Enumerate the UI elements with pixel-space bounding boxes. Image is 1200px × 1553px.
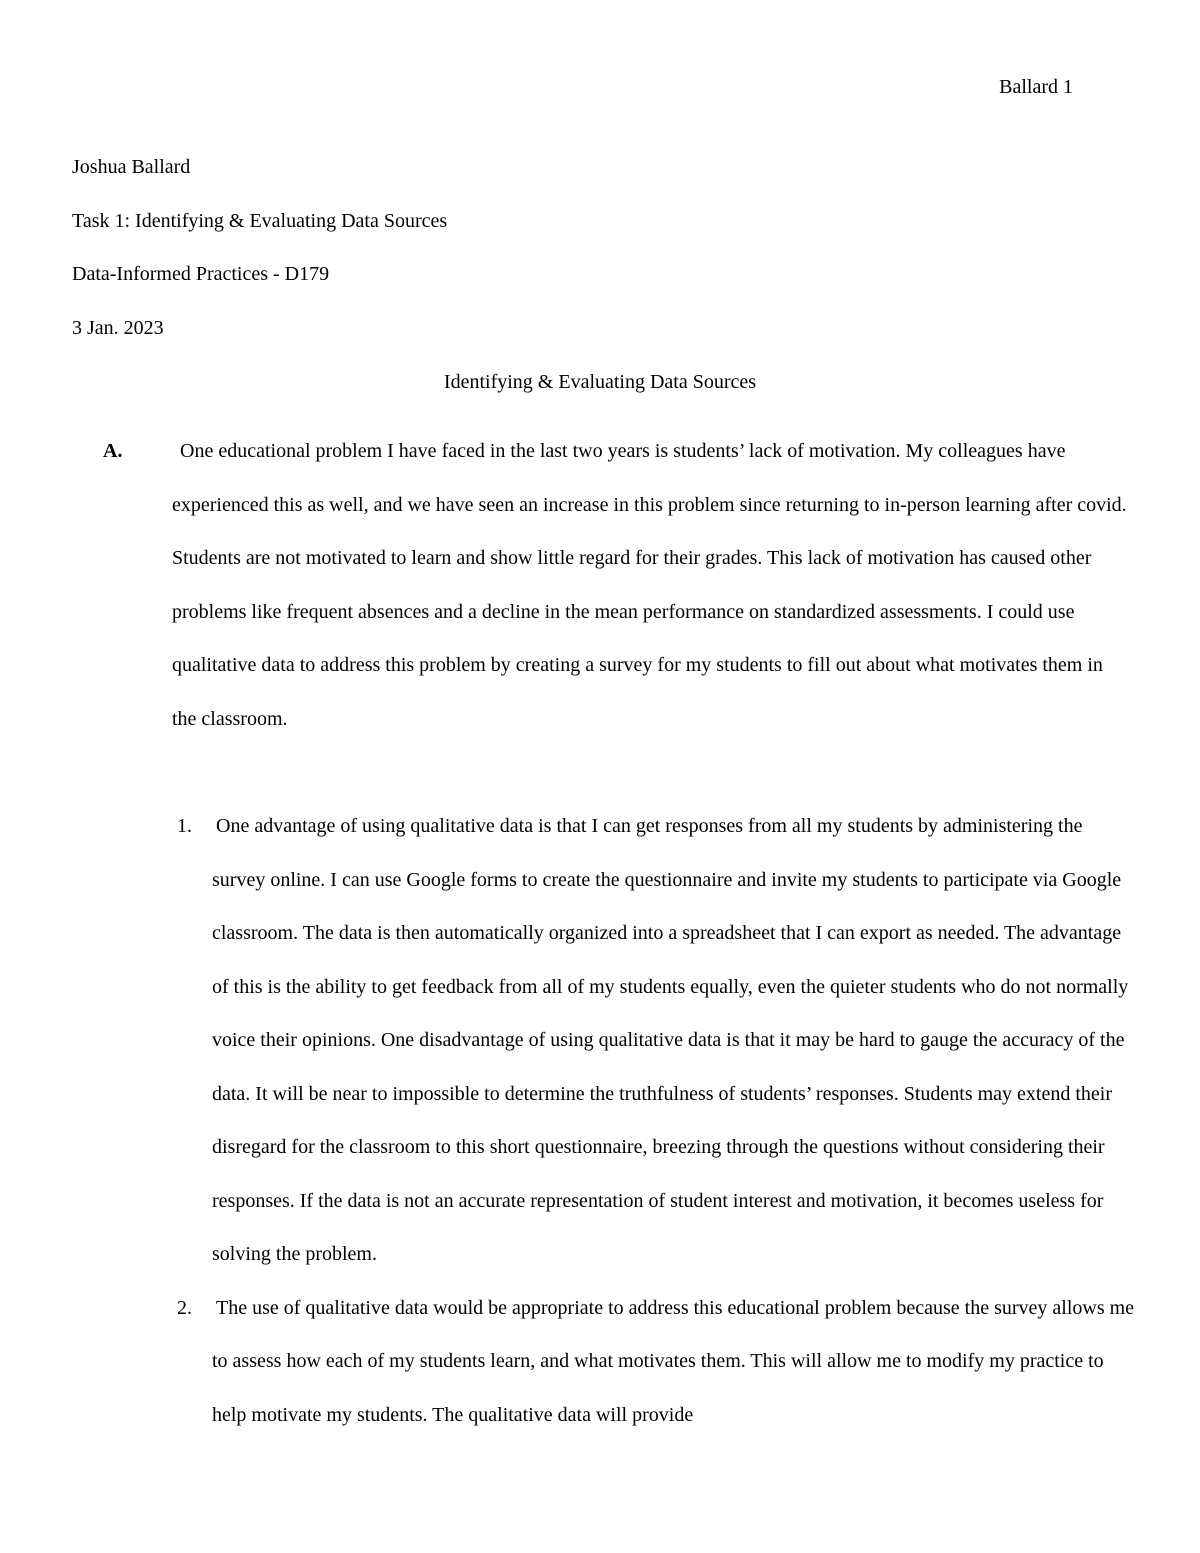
list-item-text: The use of qualitative data would be appropriate to address this educational problem because the survey allows me to assess how each of my students learn, and what motivates them. This will allow me to modify my practice to help motivate my students. The qualitative data will provide — [212, 1296, 1135, 1426]
course-name: Data-Informed Practices - D179 — [72, 263, 330, 285]
heading-block — [72, 154, 1128, 368]
section-a-label: A. — [103, 440, 123, 462]
document-date: 3 Jan. 2023 — [72, 316, 164, 339]
running-head: Ballard 1 — [999, 76, 1073, 98]
section-a — [72, 425, 1132, 746]
list-item — [160, 1282, 1135, 1443]
section-a-paragraph: One educational problem I have faced in the last two years is students’ lack of motivation. My colleagues have experienced this as well, and we have seen an increase in this problem since returning to in-person learning after covid. Students are not motivated to learn and show little regard for their grades. This lack of motivation has caused other problems like frequent absences and a decline in the mean performance on standardized assessments. I could use qualitative data to address this problem by creating a survey for my students to fill out about what motivates them in the classroom. — [172, 440, 1127, 730]
list-item-text: One advantage of using qualitative data is that I can get responses from all my students by administering the survey online. I can use Google forms to create the questionnaire and invite my students to participate via Google classroom. The data is then automatically organized into a spreadsheet that I can export as needed. The advantage of this is the ability to get feedback from all of my students equally, even the quieter students who do not normally voice their opinions. One disadvantage of using qualitative data is that it may be hard to gauge the accuracy of the data. It will be near to impossible to determine the truthfulness of students’ responses. Students may extend their disregard for the classroom to this short questionnaire, breezing through the questions without considering their responses. If the data is not an accurate representation of student interest and motivation, it becomes useless for solving the problem. — [212, 815, 1129, 1265]
task-title: Task 1: Identifying & Evaluating Data Sources — [72, 209, 448, 232]
document-title: Identifying & Evaluating Data Sources — [443, 371, 757, 393]
list-item — [160, 800, 1135, 1282]
numbered-list — [160, 800, 1135, 1442]
list-item-number: 2. — [177, 1296, 192, 1319]
list-item-number: 1. — [177, 815, 192, 837]
author-name: Joshua Ballard — [72, 156, 191, 178]
